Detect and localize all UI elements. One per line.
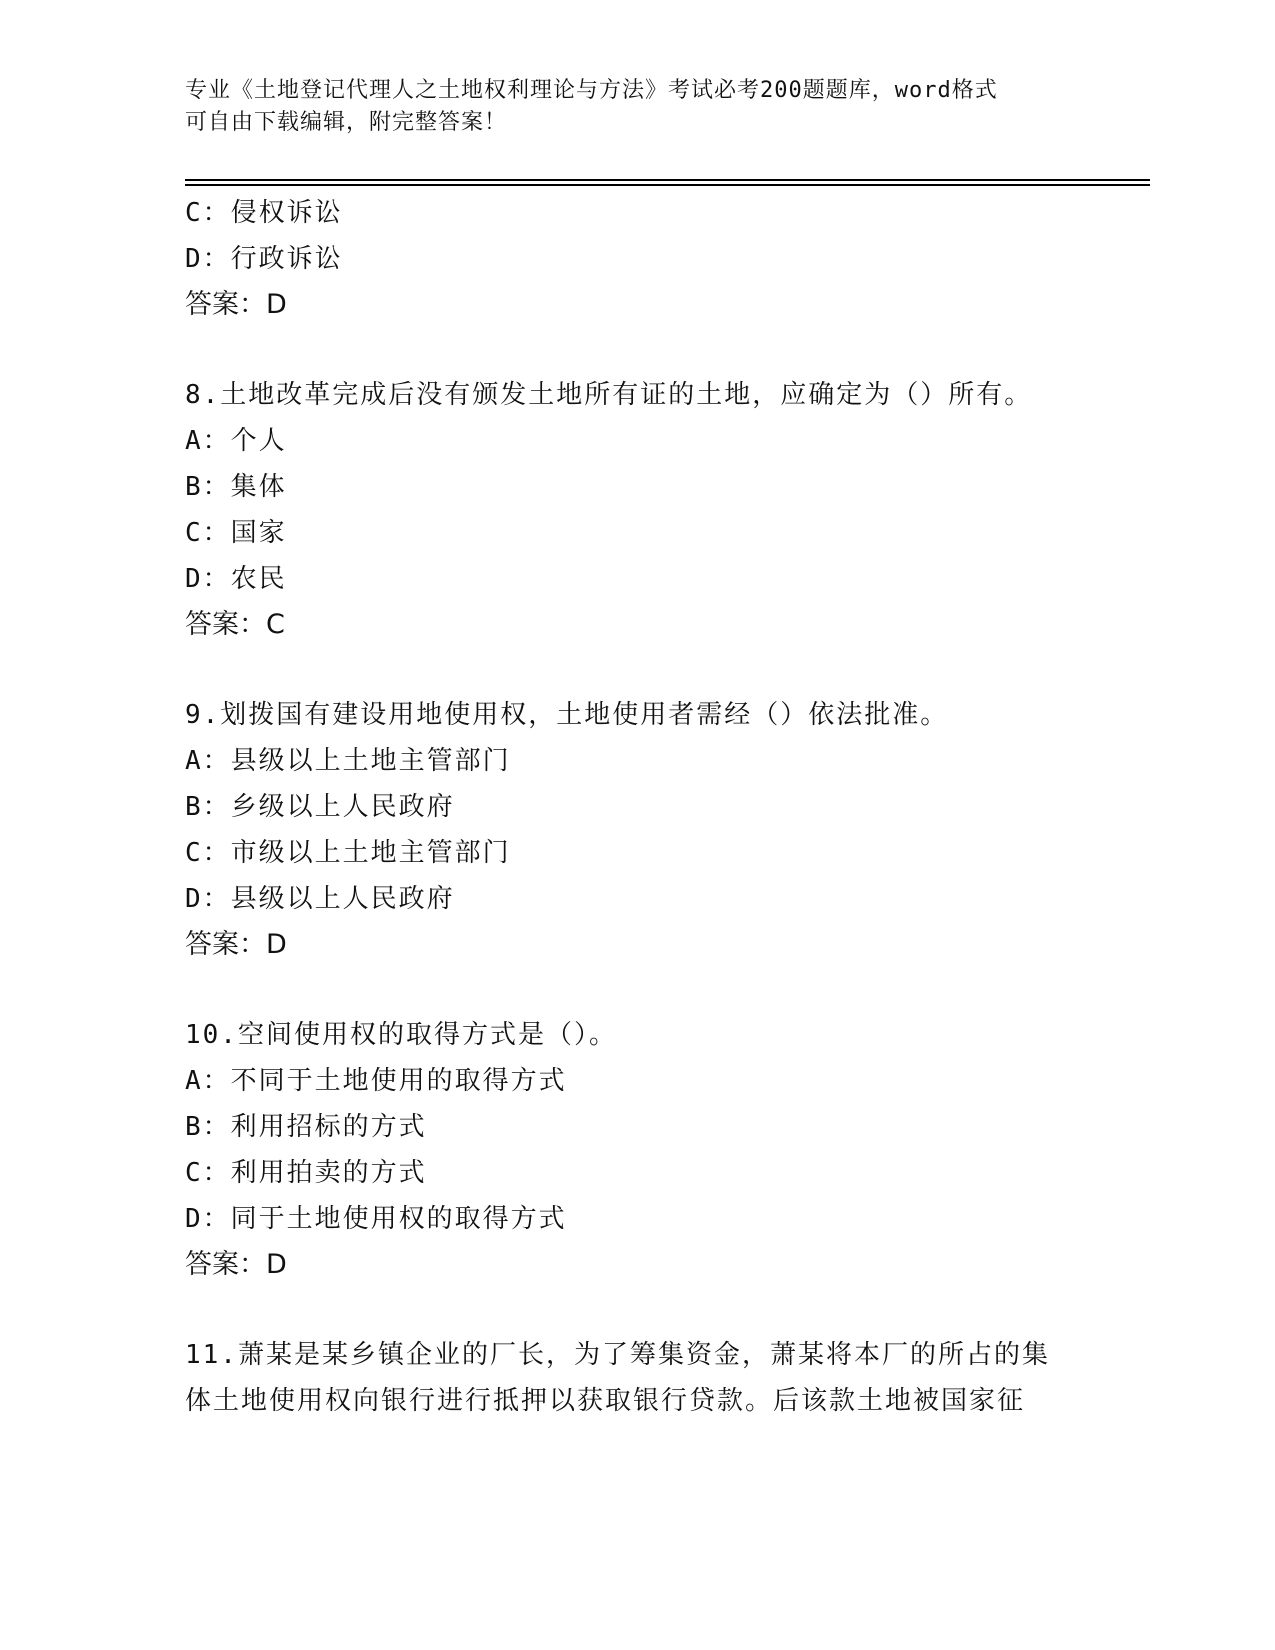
option-b: B：利用招标的方式: [185, 1112, 427, 1142]
option-d: D：同于土地使用权的取得方式: [185, 1204, 567, 1234]
spacer: [185, 648, 1150, 692]
question-text-line-1: 11.萧某是某乡镇企业的厂长，为了筹集资金，萧某将本厂的所占的集: [185, 1340, 1050, 1370]
option-b: B：集体: [185, 472, 287, 502]
question-list: [185, 190, 1150, 1424]
option-b: B：乡级以上人民政府: [185, 792, 455, 822]
header-line-2: 可自由下载编辑，附完整答案！: [185, 110, 508, 135]
question-text: 9.划拨国有建设用地使用权，土地使用者需经（）依法批准。: [185, 700, 949, 730]
spacer: [185, 328, 1150, 372]
question-text-line-2: 体土地使用权向银行进行抵押以获取银行贷款。后该款土地被国家征: [185, 1386, 1026, 1416]
option-c: C：侵权诉讼: [185, 198, 343, 228]
answer: 答案：C: [185, 609, 285, 640]
question-8: [185, 372, 1150, 648]
option-c: C：市级以上土地主管部门: [185, 838, 511, 868]
option-c: C：利用拍卖的方式: [185, 1158, 427, 1188]
answer: 答案：D: [185, 929, 287, 960]
spacer: [185, 968, 1150, 1012]
answer: 答案：D: [185, 1249, 287, 1280]
header-line-1: 专业《土地登记代理人之土地权利理论与方法》考试必考200题题库，word格式: [185, 78, 998, 103]
document-header: [185, 75, 1065, 139]
question-7: [185, 190, 1150, 328]
spacer: [185, 1288, 1150, 1332]
option-d: D：行政诉讼: [185, 244, 343, 274]
header-rule-bottom: [185, 184, 1150, 186]
header-rule-top: [185, 179, 1150, 181]
option-a: A：个人: [185, 426, 287, 456]
option-a: A：不同于土地使用的取得方式: [185, 1066, 567, 1096]
question-11: [185, 1332, 1150, 1424]
answer: 答案：D: [185, 289, 287, 320]
question-9: [185, 692, 1150, 968]
option-c: C：国家: [185, 518, 287, 548]
option-d: D：农民: [185, 564, 287, 594]
question-text: 8.土地改革完成后没有颁发土地所有证的土地，应确定为（）所有。: [185, 380, 1033, 410]
option-a: A：县级以上土地主管部门: [185, 746, 511, 776]
question-10: [185, 1012, 1150, 1288]
question-text: 10.空间使用权的取得方式是（）。: [185, 1020, 617, 1050]
option-d: D：县级以上人民政府: [185, 884, 455, 914]
